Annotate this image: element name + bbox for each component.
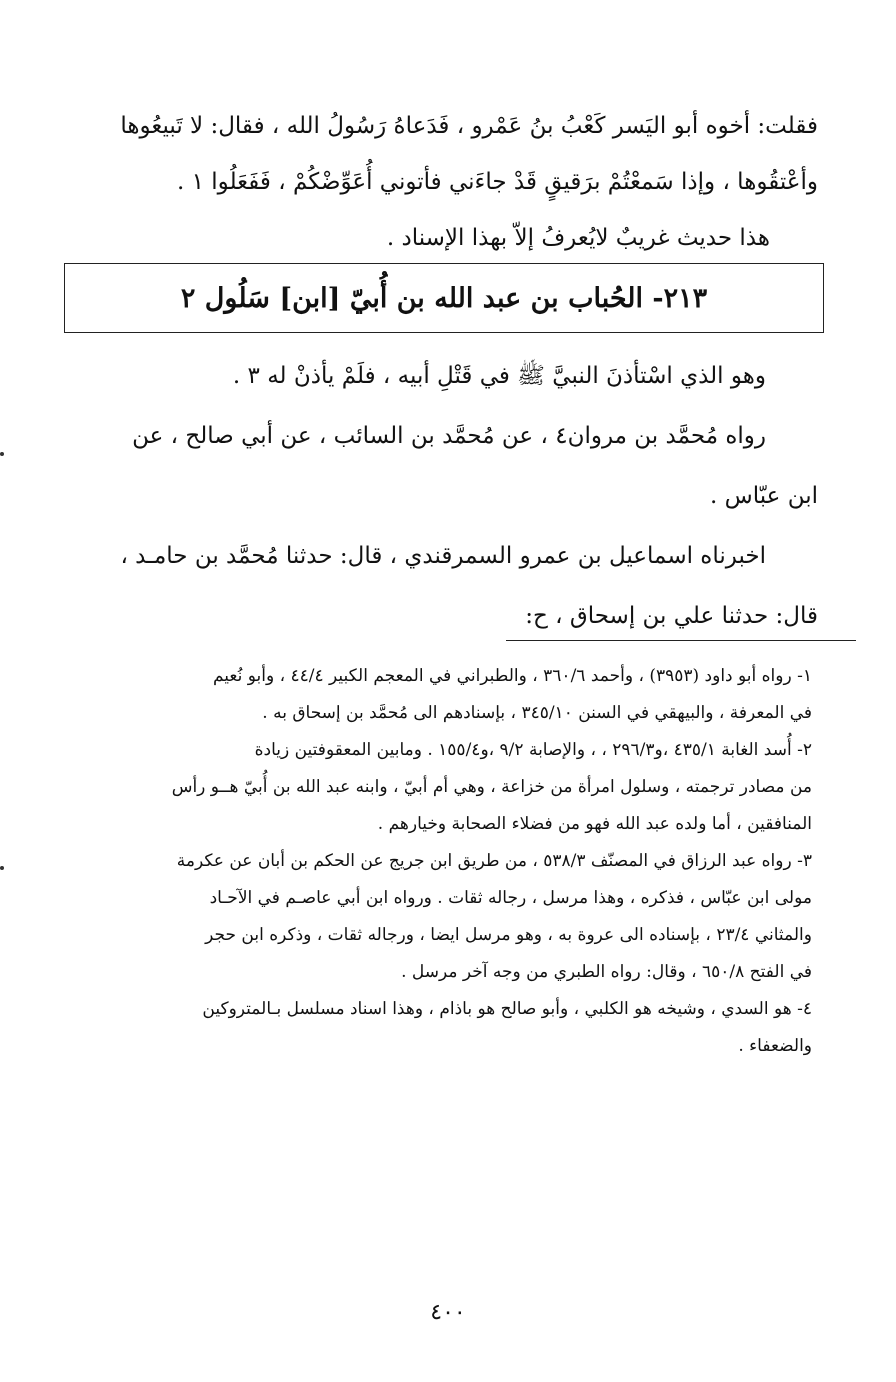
footnotes-block [66, 658, 812, 1065]
footnote-separator [506, 640, 856, 641]
footnote-line: في الفتح ٦٥٠/٨ ، وقال: رواه الطبري من وجه آخر مرسل . [401, 962, 812, 982]
footnote-line: في المعرفة ، والبيهقي في السنن ٣٤٥/١٠ ، بإسنادهم الى مُحمَّد بن إسحاق به . [262, 703, 812, 723]
entry-title-box [64, 263, 824, 333]
scan-mark [0, 452, 4, 456]
footnote-line: والمثاني ٢٣/٤ ، بإسناده الى عروة به ، وهو مرسل ايضا ، ورجاله ثقات ، وذكره ابن حجر [205, 925, 812, 945]
text-line: وهو الذي اسْتأذنَ النبيَّ ﷺ في قَتْلِ أبيه ، فلَمْ يأذنْ له ٣ . [232, 363, 766, 389]
footnote-line: ٢- أُسد الغابة ٤٣٥/١ ،و٢٩٦/٣ ، ، والإصابة ٩/٢ ،و١٥٥/٤ . ومابين المعقوفتين زيادة [254, 740, 812, 760]
text-line: وأعْتقُوها ، وإذا سَمعْتُمْ برَقيقٍ قَدْ جاءَني فأتوني أُعَوِّضْكُمْ ، فَفَعَلُوا ١ . [177, 169, 818, 195]
footnote-line: ١- رواه أبو داود (٣٩٥٣) ، وأحمد ٣٦٠/٦ ، والطبراني في المعجم الكبير ٤٤/٤ ، وأبو نُعيم [212, 666, 812, 686]
text-line: ابن عبّاس . [710, 483, 818, 509]
scan-mark [0, 866, 4, 870]
main-text-block-2 [70, 346, 818, 646]
footnote-line: من مصادر ترجمته ، وسلول امرأة من خزاعة ، وهي أم أبيّ ، وابنه عبد الله بن أُبيّ هــو رأس [171, 777, 812, 797]
footnote-line: ٣- رواه عبد الرزاق في المصنّف ٥٣٨/٣ ، من طريق ابن جريج عن الحكم بن أبان عن عكرمة [176, 851, 812, 871]
text-line: هذا حديث غريبٌ لايُعرفُ إلاّ بهذا الإسناد . [386, 225, 770, 251]
text-line: فقلت: أخوه أبو اليَسر كَعْبُ بنُ عَمْرو ، فَدَعاهُ رَسُولُ الله ، فقال: لا تَبيعُوها [120, 113, 818, 139]
text-line: رواه مُحمَّد بن مروان٤ ، عن مُحمَّد بن السائب ، عن أبي صالح ، عن [132, 423, 766, 449]
footnote-line: ٤- هو السدي ، وشيخه هو الكلبي ، وأبو صالح هو باذام ، وهذا اسناد مسلسل بـالمتروكين [202, 999, 812, 1019]
page-number: ٤٠٠ [430, 1300, 466, 1325]
main-text-block-1 [70, 98, 818, 266]
text-line: قال: حدثنا علي بن إسحاق ، ح: [525, 603, 818, 629]
footnote-line: والضعفاء . [738, 1036, 812, 1056]
text-line: اخبرناه اسماعيل بن عمرو السمرقندي ، قال: حدثنا مُحمَّد بن حامـد ، [120, 543, 766, 569]
footnote-line: مولى ابن عبّاس ، فذكره ، وهذا مرسل ، رجاله ثقات . ورواه ابن أبي عاصـم في الآحـاد [209, 888, 812, 908]
entry-title: ٢١٣- الحُباب بن عبد الله بن أُبيّ [ابن] سَلُول ٢ [180, 282, 708, 314]
footnote-line: المنافقين ، أما ولده عبد الله فهو من فضلاء الصحابة وخيارهم . [377, 814, 812, 834]
